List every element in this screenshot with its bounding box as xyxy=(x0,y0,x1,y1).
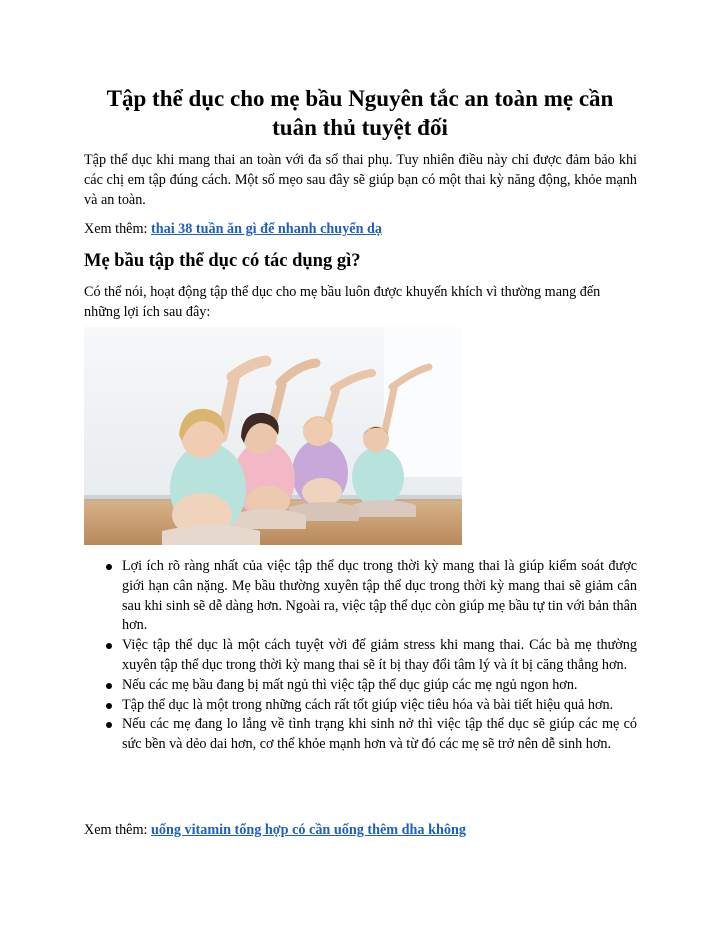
benefit-item xyxy=(84,636,637,676)
see-also-1-prefix: Xem thêm: xyxy=(84,221,151,237)
see-also-2-prefix: Xem thêm: xyxy=(84,822,151,838)
bullet-icon xyxy=(106,643,112,649)
photo-window xyxy=(384,327,462,477)
article-title: Tập thể dục cho mẹ bầu Nguyên tắc an toàn mẹ cần tuân thủ tuyệt đối xyxy=(106,86,614,140)
bullet-icon xyxy=(106,722,112,728)
bullet-icon xyxy=(106,564,112,570)
see-also-1-link[interactable]: thai 38 tuần ăn gì để nhanh chuyển dạ xyxy=(150,221,383,237)
benefit-item xyxy=(84,715,637,755)
benefit-item xyxy=(84,676,637,696)
benefit-item xyxy=(84,696,637,716)
see-also-2 xyxy=(84,820,644,840)
bullet-icon xyxy=(106,703,112,709)
benefit-text: Tập thể dục là một trong những cách rất tốt giúp việc tiêu hóa và bài tiết hiệu quả hơn. xyxy=(122,696,614,713)
benefit-text: Việc tập thể dục là một cách tuyệt vời để giảm stress khi mang thai. Các bà mẹ thường xuyên tập thể dục trong thời kỳ mang thai sẽ ít bị thay đổi tâm lý và ít bị căng thẳng hơn. xyxy=(122,637,637,673)
section-heading: Mẹ bầu tập thể dục có tác dụng gì? xyxy=(84,251,361,271)
intro-paragraph: Tập thể dục khi mang thai an toàn với đa số thai phụ. Tuy nhiên điều này chỉ được đảm bảo khi các chị em tập đúng cách. Một số mẹo sau đây sẽ giúp bạn có một thai kỳ năng động, khỏe mạnh và an toàn. xyxy=(84,152,637,209)
benefits-list xyxy=(84,557,637,755)
benefit-text: Nếu các mẹ đang lo lắng về tình trạng khi sinh nở thì việc tập thể dục sẽ giúp các mẹ có sức bền và dẻo dai hơn, cơ thể khỏe mạnh hơn và từ đó các mẹ sẽ trở nên dễ sinh hơn. xyxy=(122,716,637,753)
benefit-text: Lợi ích rõ ràng nhất của việc tập thể dục trong thời kỳ mang thai là giúp kiểm soát được giới hạn cân nặng. Mẹ bầu thường xuyên tập thể dục trong thời kỳ mang thai sẽ giảm cân sau khi sinh sẽ dễ dàng hơn. Ngoài ra, việc tập thể dục còn giúp mẹ bầu tự tin với bản thân hơn. xyxy=(122,558,637,634)
see-also-2-link[interactable]: uống vitamin tổng hợp có cần uống thêm dha không xyxy=(150,822,466,838)
bullet-icon xyxy=(106,683,112,689)
see-also-1 xyxy=(84,219,644,239)
benefit-text: Nếu các mẹ bầu đang bị mất ngủ thì việc tập thể dục giúp các mẹ ngủ ngon hơn. xyxy=(122,676,578,693)
prenatal-yoga-photo xyxy=(84,327,462,545)
benefit-item xyxy=(84,557,637,636)
section-intro: Có thể nói, hoạt động tập thể dục cho mẹ bầu luôn được khuyến khích vì thường mang đến những lợi ích sau đây: xyxy=(84,284,601,321)
